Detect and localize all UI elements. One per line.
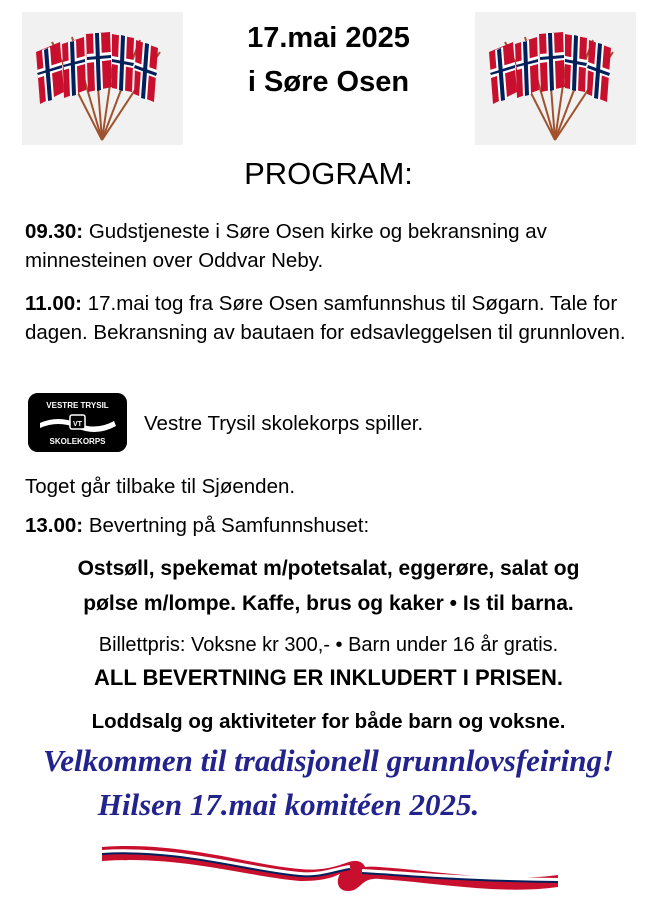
- logo-badge-text: VT: [73, 421, 82, 428]
- program-heading: PROGRAM:: [244, 156, 413, 191]
- price-text: Billettpris: Voksne kr 300,- • Barn under 16 år gratis.: [98, 634, 559, 656]
- activities-text: Loddsalg og aktiviteter for både barn og voksne.: [91, 710, 566, 733]
- menu-line-2: pølse m/lompe. Kaffe, brus og kaker • Is til barna.: [83, 592, 574, 615]
- flags-image-right: [475, 12, 636, 145]
- item-time: 09.30:: [25, 220, 84, 243]
- item-text: Gudstjeneste i Søre Osen kirke og bekransning av minnesteinen over Oddvar Neby.: [25, 220, 547, 272]
- program-item-1100: [25, 289, 640, 347]
- logo-bottom-text: SKOLEKORPS: [49, 437, 106, 446]
- title-location: i Søre Osen: [247, 66, 410, 98]
- title-date: 17.mai 2025: [247, 22, 410, 54]
- item-time: 13.00:: [25, 514, 84, 537]
- greeting-text: Hilsen 17.mai komitéen 2025.: [97, 787, 480, 822]
- flags-image-left: [22, 12, 183, 145]
- welcome-text: Velkommen til tradisjonell grunnlovsfeiring!: [42, 743, 615, 778]
- item-text: 17.mai tog fra Søre Osen samfunnshus til Søgarn. Tale for dagen. Bekransning av bautaen for edsavleggelsen til grunnloven.: [25, 292, 626, 344]
- item-text: Bevertning på Samfunnshuset:: [88, 514, 370, 537]
- program-item-0930: [25, 217, 640, 275]
- skolekorps-logo: [28, 393, 127, 452]
- menu-line-1: Ostsøll, spekemat m/potetsalat, eggerøre, salat og: [77, 557, 580, 580]
- program-item-1300: [25, 511, 640, 540]
- item-time: 11.00:: [25, 292, 82, 315]
- return-text: Toget går tilbake til Sjøenden.: [25, 475, 296, 498]
- flag-ribbon-image: [100, 835, 560, 895]
- logo-top-text: VESTRE TRYSIL: [46, 401, 109, 410]
- korps-text: Vestre Trysil skolekorps spiller.: [144, 412, 424, 435]
- included-text: ALL BEVERTNING ER INKLUDERT I PRISEN.: [94, 665, 563, 690]
